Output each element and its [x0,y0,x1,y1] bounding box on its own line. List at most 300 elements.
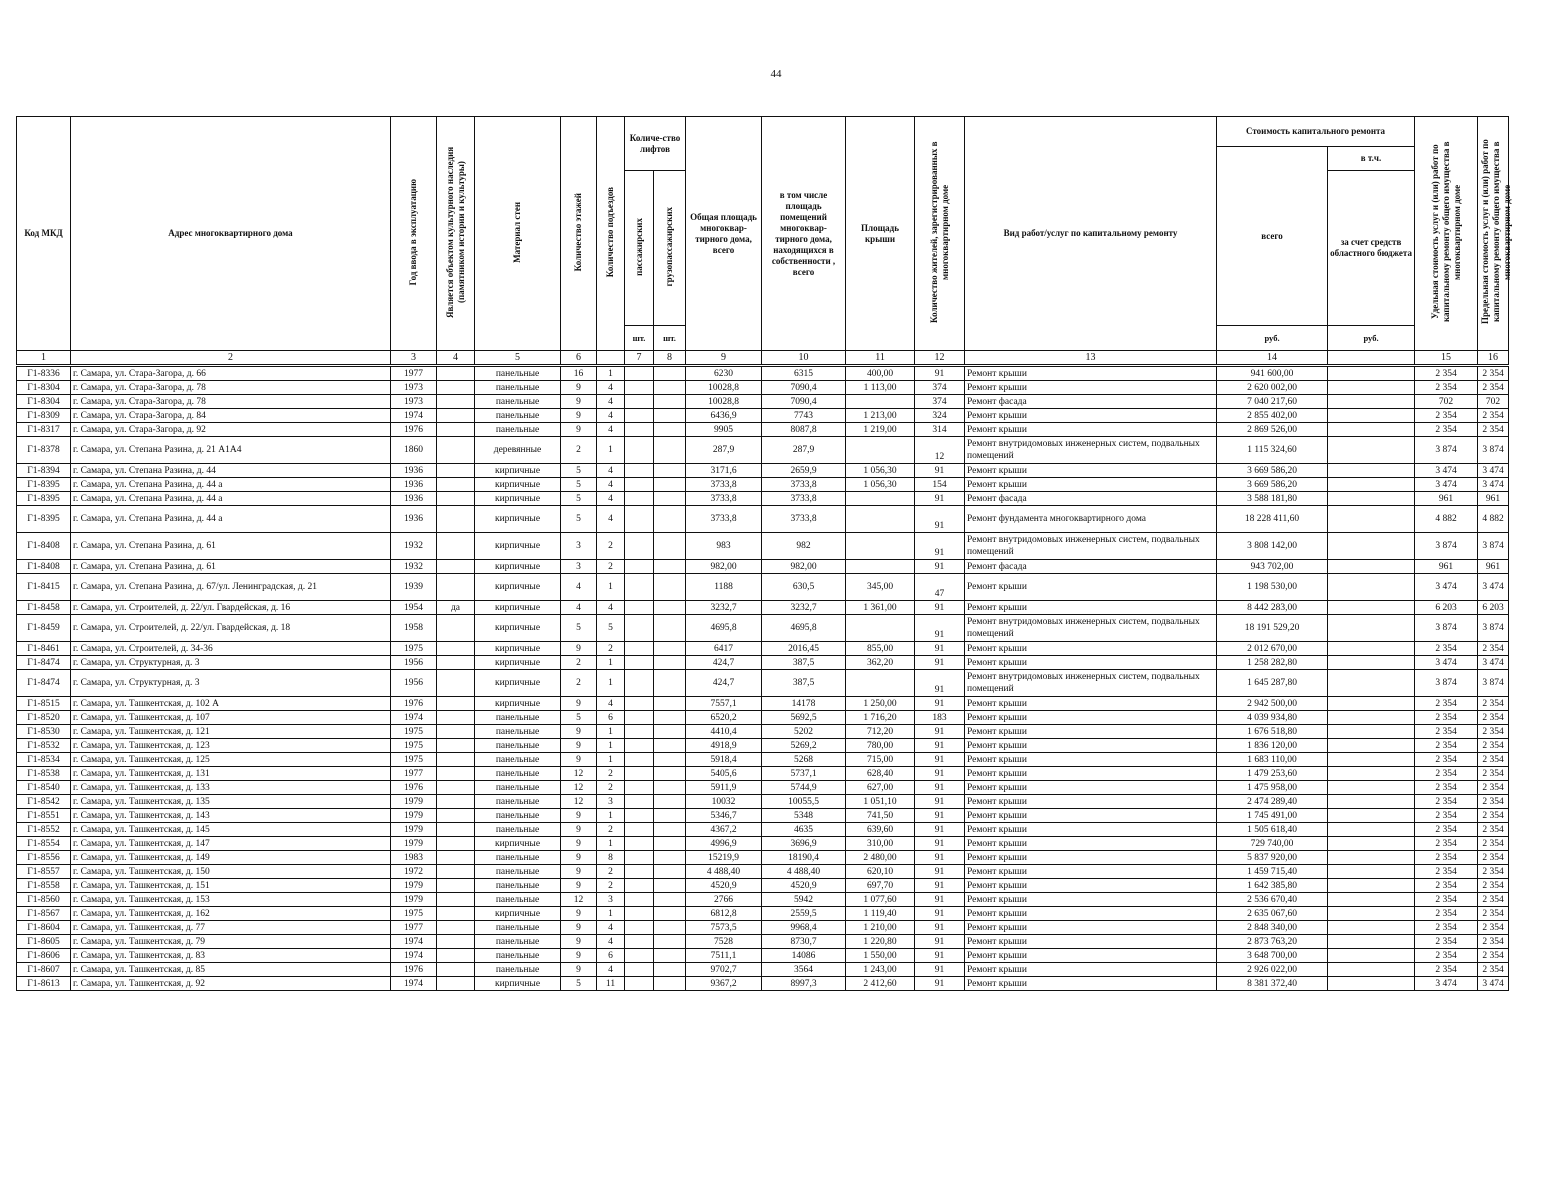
row-limit-cost: 3 874 [1478,437,1509,464]
row-entrances: 4 [597,697,625,711]
header-limit-cost: Предельная стоимость услуг и (или) работ по капитальному ремонту общего имущества в многоквартирном доме [1478,117,1509,351]
row-limit-cost: 2 354 [1478,725,1509,739]
row-limit-cost: 702 [1478,395,1509,409]
row-unit-cost: 2 354 [1415,963,1478,977]
row-code: Г1-8606 [17,949,71,963]
row-unit-cost: 2 354 [1415,739,1478,753]
row-cost-total: 8 381 372,40 [1217,977,1328,991]
row-address: г. Самара, ул. Ташкентская, д. 135 [71,795,391,809]
table-row [17,935,1510,949]
table-row [17,921,1510,935]
row-year: 1976 [391,781,437,795]
row-lifts-passenger [625,739,654,753]
row-roof-area: 310,00 [846,837,915,851]
row-cost-total: 941 600,00 [1217,366,1328,381]
row-total-area: 3733,8 [686,506,762,533]
row-work-type: Ремонт крыши [965,851,1217,865]
row-work-type: Ремонт фасада [965,492,1217,506]
row-cost-total: 2 536 670,40 [1217,893,1328,907]
row-lifts-cargo [654,642,686,656]
row-owned-area: 2659,9 [762,464,846,478]
row-floors: 9 [561,739,597,753]
row-roof-area: 855,00 [846,642,915,656]
row-roof-area: 1 077,60 [846,893,915,907]
row-work-type: Ремонт крыши [965,381,1217,395]
row-total-area: 15219,9 [686,851,762,865]
row-lifts-passenger [625,423,654,437]
row-cost-region [1328,409,1415,423]
row-residents: 91 [915,977,965,991]
row-cost-region [1328,560,1415,574]
row-address: г. Самара, ул. Ташкентская, д. 145 [71,823,391,837]
row-residents: 374 [915,395,965,409]
header-repair-cost: Стоимость капитального ремонта [1217,117,1415,147]
row-code: Г1-8557 [17,865,71,879]
row-owned-area: 7743 [762,409,846,423]
row-cost-region [1328,506,1415,533]
row-unit-cost: 2 354 [1415,795,1478,809]
row-floors: 2 [561,656,597,670]
row-code: Г1-8309 [17,409,71,423]
row-owned-area: 3733,8 [762,492,846,506]
row-lifts-cargo [654,795,686,809]
row-code: Г1-8558 [17,879,71,893]
row-work-type: Ремонт крыши [965,963,1217,977]
row-unit-cost: 2 354 [1415,711,1478,725]
row-roof-area: 628,40 [846,767,915,781]
row-residents: 91 [915,725,965,739]
row-owned-area: 2016,45 [762,642,846,656]
row-cost-region [1328,492,1415,506]
col-number: 14 [1217,351,1328,366]
row-floors: 3 [561,560,597,574]
row-total-area: 4520,9 [686,879,762,893]
row-address: г. Самара, ул. Ташкентская, д. 143 [71,809,391,823]
row-cost-region [1328,753,1415,767]
row-unit-cost: 2 354 [1415,423,1478,437]
row-floors: 9 [561,809,597,823]
row-limit-cost: 2 354 [1478,381,1509,395]
table-row [17,907,1510,921]
header-cost-total: всего [1217,147,1328,326]
row-code: Г1-8395 [17,506,71,533]
row-total-area: 3232,7 [686,601,762,615]
row-entrances: 5 [597,615,625,642]
row-year: 1979 [391,809,437,823]
row-unit-cost: 2 354 [1415,809,1478,823]
row-entrances: 4 [597,492,625,506]
row-limit-cost: 2 354 [1478,697,1509,711]
row-cost-total: 7 040 217,60 [1217,395,1328,409]
row-roof-area [846,492,915,506]
row-total-area: 9702,7 [686,963,762,977]
row-limit-cost: 2 354 [1478,753,1509,767]
row-address: г. Самара, ул. Ташкентская, д. 77 [71,921,391,935]
row-address: г. Самара, ул. Стара-Загора, д. 92 [71,423,391,437]
col-number: 3 [391,351,437,366]
row-roof-area: 1 250,00 [846,697,915,711]
row-wall-material: панельные [475,409,561,423]
row-cost-region [1328,437,1415,464]
row-roof-area: 1 220,80 [846,935,915,949]
col-number: 9 [686,351,762,366]
row-work-type: Ремонт внутридомовых инженерных систем, подвальных помещений [965,615,1217,642]
row-lifts-cargo [654,767,686,781]
row-owned-area: 3564 [762,963,846,977]
row-address: г. Самара, ул. Степана Разина, д. 61 [71,533,391,560]
row-residents: 91 [915,739,965,753]
row-lifts-cargo [654,492,686,506]
row-address: г. Самара, ул. Ташкентская, д. 147 [71,837,391,851]
row-total-area: 6436,9 [686,409,762,423]
row-entrances: 1 [597,574,625,601]
row-wall-material: панельные [475,767,561,781]
row-roof-area [846,395,915,409]
row-cost-region [1328,574,1415,601]
row-unit-cost: 2 354 [1415,642,1478,656]
row-wall-material: панельные [475,423,561,437]
row-residents: 91 [915,921,965,935]
row-cost-region [1328,795,1415,809]
row-lifts-passenger [625,533,654,560]
row-cost-region [1328,381,1415,395]
row-year: 1974 [391,711,437,725]
row-year: 1975 [391,642,437,656]
row-cost-total: 1 258 282,80 [1217,656,1328,670]
row-wall-material: панельные [475,921,561,935]
row-floors: 9 [561,823,597,837]
row-lifts-cargo [654,656,686,670]
row-owned-area: 9968,4 [762,921,846,935]
row-lifts-cargo [654,437,686,464]
row-lifts-cargo [654,977,686,991]
row-year: 1977 [391,921,437,935]
row-cost-total: 943 702,00 [1217,560,1328,574]
row-cost-total: 1 459 715,40 [1217,865,1328,879]
row-year: 1979 [391,795,437,809]
row-code: Г1-8394 [17,464,71,478]
row-code: Г1-8540 [17,781,71,795]
row-total-area: 9367,2 [686,977,762,991]
row-floors: 9 [561,395,597,409]
row-address: г. Самара, ул. Степана Разина, д. 44 а [71,506,391,533]
table-row [17,366,1510,381]
row-limit-cost: 961 [1478,492,1509,506]
row-roof-area [846,615,915,642]
row-residents: 91 [915,656,965,670]
row-year: 1983 [391,851,437,865]
row-unit-cost: 2 354 [1415,366,1478,381]
row-cost-region [1328,642,1415,656]
col-number: 5 [475,351,561,366]
table-row [17,865,1510,879]
row-address: г. Самара, ул. Стара-Загора, д. 78 [71,395,391,409]
row-entrances: 4 [597,963,625,977]
row-unit-cost: 3 874 [1415,615,1478,642]
row-wall-material: панельные [475,949,561,963]
row-year: 1975 [391,753,437,767]
table-row [17,823,1510,837]
row-total-area: 5911,9 [686,781,762,795]
row-cost-total: 2 474 289,40 [1217,795,1328,809]
row-residents: 91 [915,935,965,949]
row-cost-total: 2 012 670,00 [1217,642,1328,656]
row-limit-cost: 2 354 [1478,767,1509,781]
col-number: 2 [71,351,391,366]
row-residents: 91 [915,464,965,478]
row-entrances: 1 [597,670,625,697]
row-heritage [437,893,475,907]
table-row [17,670,1510,697]
row-address: г. Самара, ул. Ташкентская, д. 131 [71,767,391,781]
row-limit-cost: 2 354 [1478,935,1509,949]
row-total-area: 5405,6 [686,767,762,781]
row-wall-material: панельные [475,851,561,865]
table-row [17,437,1510,464]
row-work-type: Ремонт крыши [965,893,1217,907]
row-lifts-cargo [654,865,686,879]
row-lifts-passenger [625,409,654,423]
table-row [17,560,1510,574]
row-work-type: Ремонт крыши [965,795,1217,809]
row-owned-area: 5737,1 [762,767,846,781]
row-limit-cost: 3 474 [1478,656,1509,670]
row-work-type: Ремонт крыши [965,711,1217,725]
row-floors: 9 [561,423,597,437]
row-year: 1979 [391,879,437,893]
row-unit-cost: 2 354 [1415,837,1478,851]
row-work-type: Ремонт крыши [965,725,1217,739]
row-unit-cost: 3 474 [1415,478,1478,492]
row-lifts-cargo [654,739,686,753]
row-residents: 91 [915,492,965,506]
row-work-type: Ремонт крыши [965,739,1217,753]
row-residents: 91 [915,601,965,615]
row-lifts-cargo [654,963,686,977]
row-total-area: 4996,9 [686,837,762,851]
col-number [597,351,625,366]
row-total-area: 4695,8 [686,615,762,642]
row-code: Г1-8605 [17,935,71,949]
row-total-area: 982,00 [686,560,762,574]
row-roof-area: 741,50 [846,809,915,823]
row-cost-total: 729 740,00 [1217,837,1328,851]
row-limit-cost: 3 474 [1478,478,1509,492]
row-cost-total: 1 836 120,00 [1217,739,1328,753]
row-lifts-passenger [625,935,654,949]
row-year: 1956 [391,670,437,697]
row-heritage [437,823,475,837]
row-floors: 9 [561,697,597,711]
header-year: Год ввода в эксплуатацию [391,117,437,351]
header-owned-area: в том числе площадь помещений многоквар-тирного дома, находящихся в собственности , всего [762,117,846,351]
row-year: 1956 [391,656,437,670]
col-number: 12 [915,351,965,366]
header-unit-cost: Удельная стоимость услуг и (или) работ по капитальному ремонту общего имущества в многоквартирном доме [1415,117,1478,351]
row-floors: 12 [561,781,597,795]
row-total-area: 4 488,40 [686,865,762,879]
row-heritage [437,711,475,725]
row-code: Г1-8304 [17,381,71,395]
row-entrances: 2 [597,823,625,837]
row-floors: 9 [561,949,597,963]
row-work-type: Ремонт крыши [965,977,1217,991]
table-row [17,725,1510,739]
row-lifts-passenger [625,753,654,767]
row-lifts-passenger [625,615,654,642]
row-lifts-cargo [654,851,686,865]
row-lifts-passenger [625,963,654,977]
row-year: 1974 [391,949,437,963]
row-unit-cost: 2 354 [1415,921,1478,935]
row-year: 1976 [391,697,437,711]
row-lifts-cargo [654,478,686,492]
row-wall-material: кирпичные [475,642,561,656]
row-lifts-passenger [625,767,654,781]
row-unit-cost: 961 [1415,492,1478,506]
table-row [17,809,1510,823]
row-cost-region [1328,739,1415,753]
row-address: г. Самара, ул. Ташкентская, д. 153 [71,893,391,907]
table-row [17,642,1510,656]
table-row [17,767,1510,781]
row-limit-cost: 2 354 [1478,642,1509,656]
row-year: 1974 [391,977,437,991]
row-residents: 154 [915,478,965,492]
row-year: 1975 [391,725,437,739]
header-work-type: Вид работ/услуг по капитальному ремонту [965,117,1217,351]
row-address: г. Самара, ул. Ташкентская, д. 121 [71,725,391,739]
row-total-area: 3171,6 [686,464,762,478]
row-owned-area: 8997,3 [762,977,846,991]
row-roof-area: 1 716,20 [846,711,915,725]
row-floors: 5 [561,506,597,533]
row-year: 1974 [391,935,437,949]
row-wall-material: кирпичные [475,533,561,560]
row-cost-total: 3 808 142,00 [1217,533,1328,560]
row-lifts-cargo [654,711,686,725]
row-residents: 91 [915,560,965,574]
row-unit-cost: 2 354 [1415,409,1478,423]
row-total-area: 7573,5 [686,921,762,935]
row-heritage [437,670,475,697]
row-owned-area: 4 488,40 [762,865,846,879]
row-cost-region [1328,907,1415,921]
row-floors: 5 [561,615,597,642]
row-address: г. Самара, ул. Ташкентская, д. 79 [71,935,391,949]
row-floors: 12 [561,767,597,781]
row-limit-cost: 2 354 [1478,739,1509,753]
row-total-area: 10028,8 [686,381,762,395]
row-lifts-cargo [654,670,686,697]
row-limit-cost: 3 474 [1478,574,1509,601]
table-row [17,753,1510,767]
row-year: 1936 [391,506,437,533]
row-year: 1936 [391,478,437,492]
row-owned-area: 387,5 [762,656,846,670]
row-lifts-passenger [625,395,654,409]
row-wall-material: деревянные [475,437,561,464]
row-roof-area [846,437,915,464]
row-roof-area: 1 119,40 [846,907,915,921]
row-floors: 9 [561,921,597,935]
row-wall-material: кирпичные [475,907,561,921]
row-lifts-passenger [625,642,654,656]
row-unit-cost: 2 354 [1415,893,1478,907]
row-cost-total: 2 855 402,00 [1217,409,1328,423]
row-roof-area [846,670,915,697]
row-cost-total: 2 635 067,60 [1217,907,1328,921]
row-total-area: 424,7 [686,670,762,697]
row-wall-material: кирпичные [475,574,561,601]
row-owned-area: 982 [762,533,846,560]
row-entrances: 3 [597,893,625,907]
row-lifts-passenger [625,574,654,601]
header-heritage: Является объектом культурного наследия (памятником истории и культуры) [437,117,475,351]
header-floors: Количество этажей [561,117,597,351]
row-roof-area: 1 051,10 [846,795,915,809]
row-unit-cost: 2 354 [1415,935,1478,949]
row-address: г. Самара, ул. Степана Разина, д. 44 а [71,492,391,506]
row-heritage [437,753,475,767]
table-row [17,963,1510,977]
row-owned-area: 7090,4 [762,395,846,409]
row-entrances: 2 [597,767,625,781]
row-cost-total: 2 873 763,20 [1217,935,1328,949]
row-floors: 9 [561,725,597,739]
row-entrances: 3 [597,795,625,809]
row-total-area: 4918,9 [686,739,762,753]
row-code: Г1-8336 [17,366,71,381]
table-row [17,697,1510,711]
row-year: 1977 [391,366,437,381]
row-year: 1939 [391,574,437,601]
row-residents: 91 [915,506,965,533]
table-row [17,506,1510,533]
row-cost-total: 1 479 253,60 [1217,767,1328,781]
row-roof-area: 362,20 [846,656,915,670]
row-entrances: 2 [597,560,625,574]
row-unit-cost: 2 354 [1415,753,1478,767]
row-wall-material: кирпичные [475,492,561,506]
row-entrances: 1 [597,366,625,381]
row-wall-material: кирпичные [475,464,561,478]
row-total-area: 5346,7 [686,809,762,823]
row-entrances: 6 [597,711,625,725]
row-heritage [437,366,475,381]
row-cost-total: 1 645 287,80 [1217,670,1328,697]
row-code: Г1-8515 [17,697,71,711]
row-unit-cost: 2 354 [1415,781,1478,795]
row-floors: 5 [561,711,597,725]
row-work-type: Ремонт крыши [965,921,1217,935]
row-limit-cost: 2 354 [1478,921,1509,935]
row-unit-cost: 3 474 [1415,464,1478,478]
row-total-area: 9905 [686,423,762,437]
row-total-area: 4410,4 [686,725,762,739]
row-roof-area: 697,70 [846,879,915,893]
row-residents: 91 [915,642,965,656]
row-lifts-passenger [625,366,654,381]
row-code: Г1-8458 [17,601,71,615]
row-floors: 9 [561,753,597,767]
row-work-type: Ремонт крыши [965,574,1217,601]
row-floors: 4 [561,601,597,615]
row-residents: 91 [915,865,965,879]
row-address: г. Самара, ул. Структурная, д. 3 [71,670,391,697]
row-year: 1977 [391,767,437,781]
row-limit-cost: 2 354 [1478,366,1509,381]
